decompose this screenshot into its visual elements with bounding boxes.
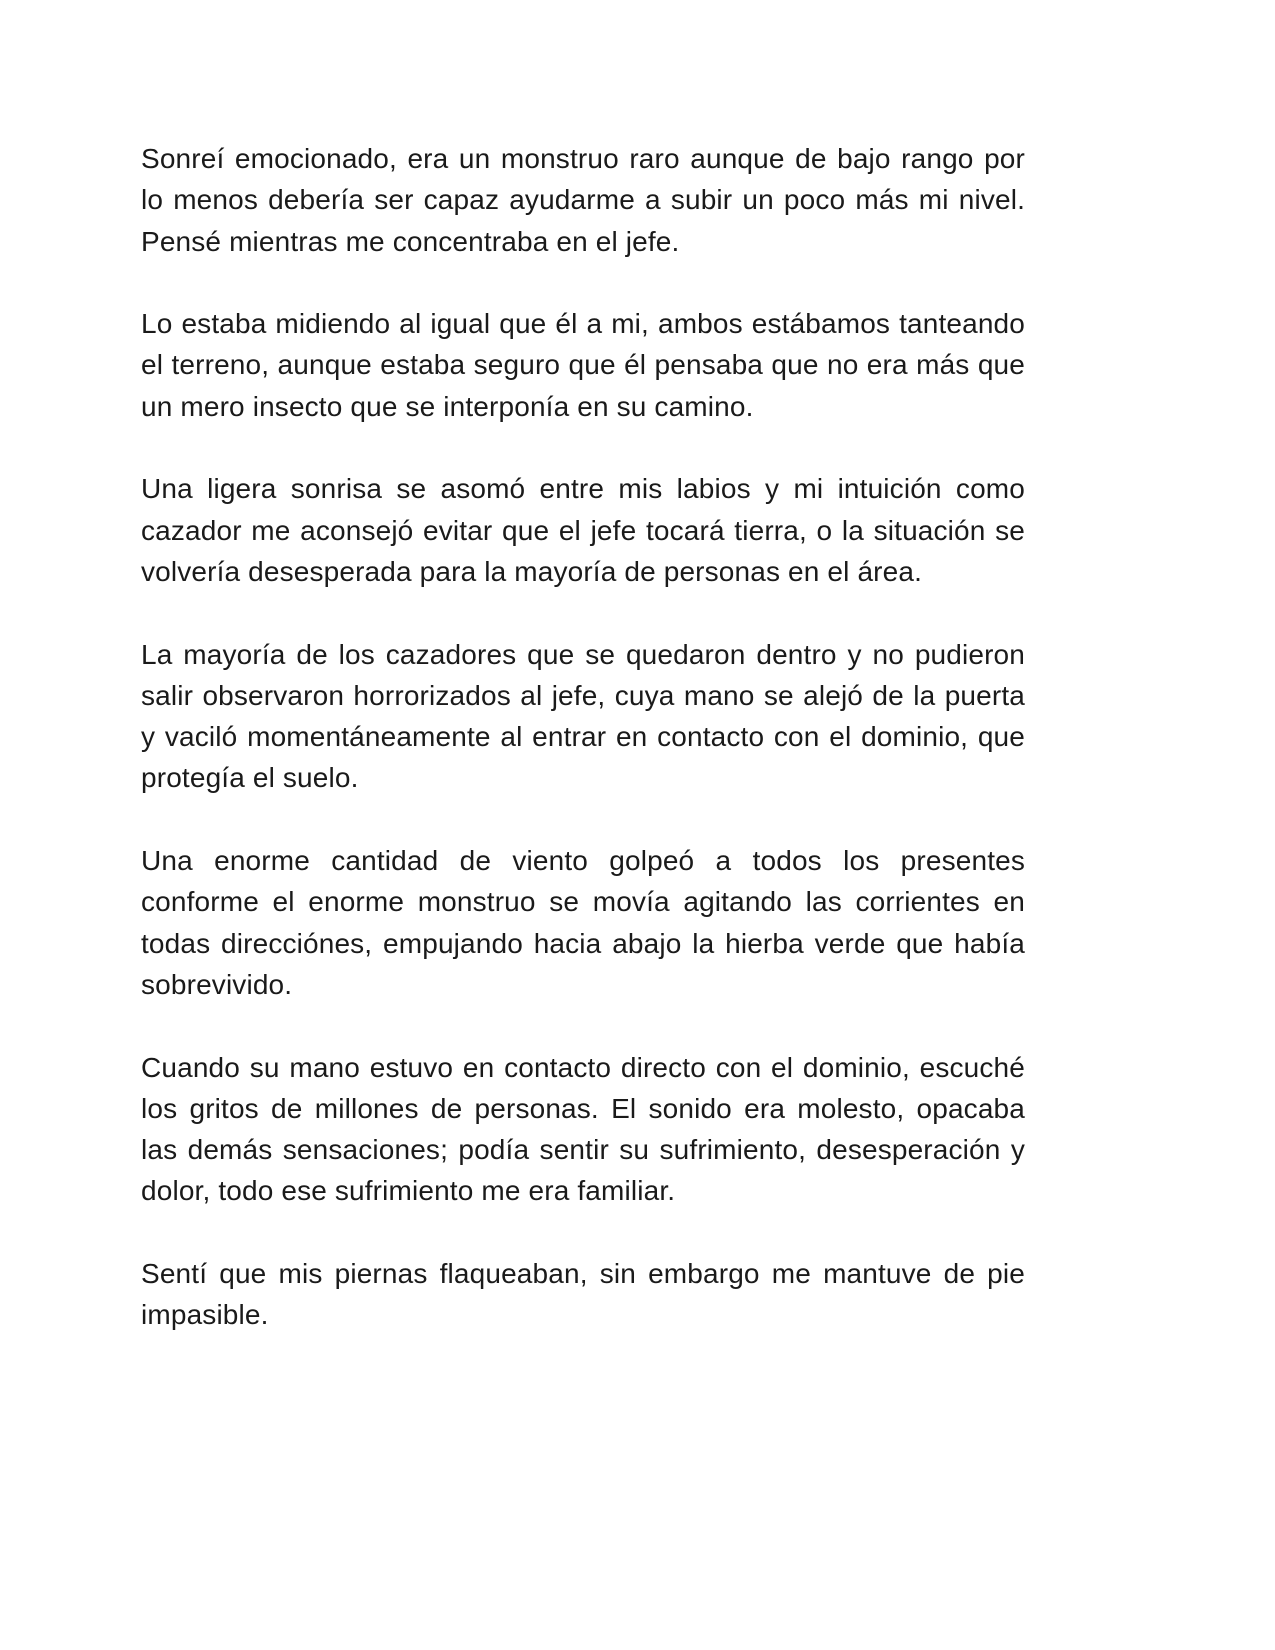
document-body	[141, 138, 1025, 1377]
paragraph: Una ligera sonrisa se asomó entre mis labios y mi intuición como cazador me aconsejó evitar que el jefe tocará tierra, o la situación se volvería desesperada para la mayoría de personas en el área.	[141, 473, 1025, 587]
paragraph: Lo estaba midiendo al igual que él a mi, ambos estábamos tanteando el terreno, aunque estaba seguro que él pensaba que no era más que un mero insecto que se interponía en su camino.	[141, 308, 1025, 422]
paragraph: Cuando su mano estuvo en contacto directo con el dominio, escuché los gritos de millones de personas. El sonido era molesto, opacaba las demás sensaciones; podía sentir su sufrimiento, desesperación y dolor, todo ese sufrimiento me era familiar.	[141, 1051, 1025, 1207]
paragraph: Sonreí emocionado, era un monstruo raro aunque de bajo rango por lo menos debería ser capaz ayudarme a subir un poco más mi nivel. Pensé mientras me concentraba en el jefe.	[141, 143, 1025, 257]
paragraph: Una enorme cantidad de viento golpeó a todos los presentes conforme el enorme monstruo se movía agitando las corrientes en todas direcciónes, empujando hacia abajo la hierba verde que había sobrevivido.	[141, 845, 1025, 1000]
paragraph: La mayoría de los cazadores que se quedaron dentro y no pudieron salir observaron horrorizados al jefe, cuya mano se alejó de la puerta y vaciló momentáneamente al entrar en contacto con el dominio, que protegía el suelo.	[141, 638, 1025, 794]
paragraph: Sentí que mis piernas flaqueaban, sin embargo me mantuve de pie impasible.	[141, 1258, 1025, 1331]
